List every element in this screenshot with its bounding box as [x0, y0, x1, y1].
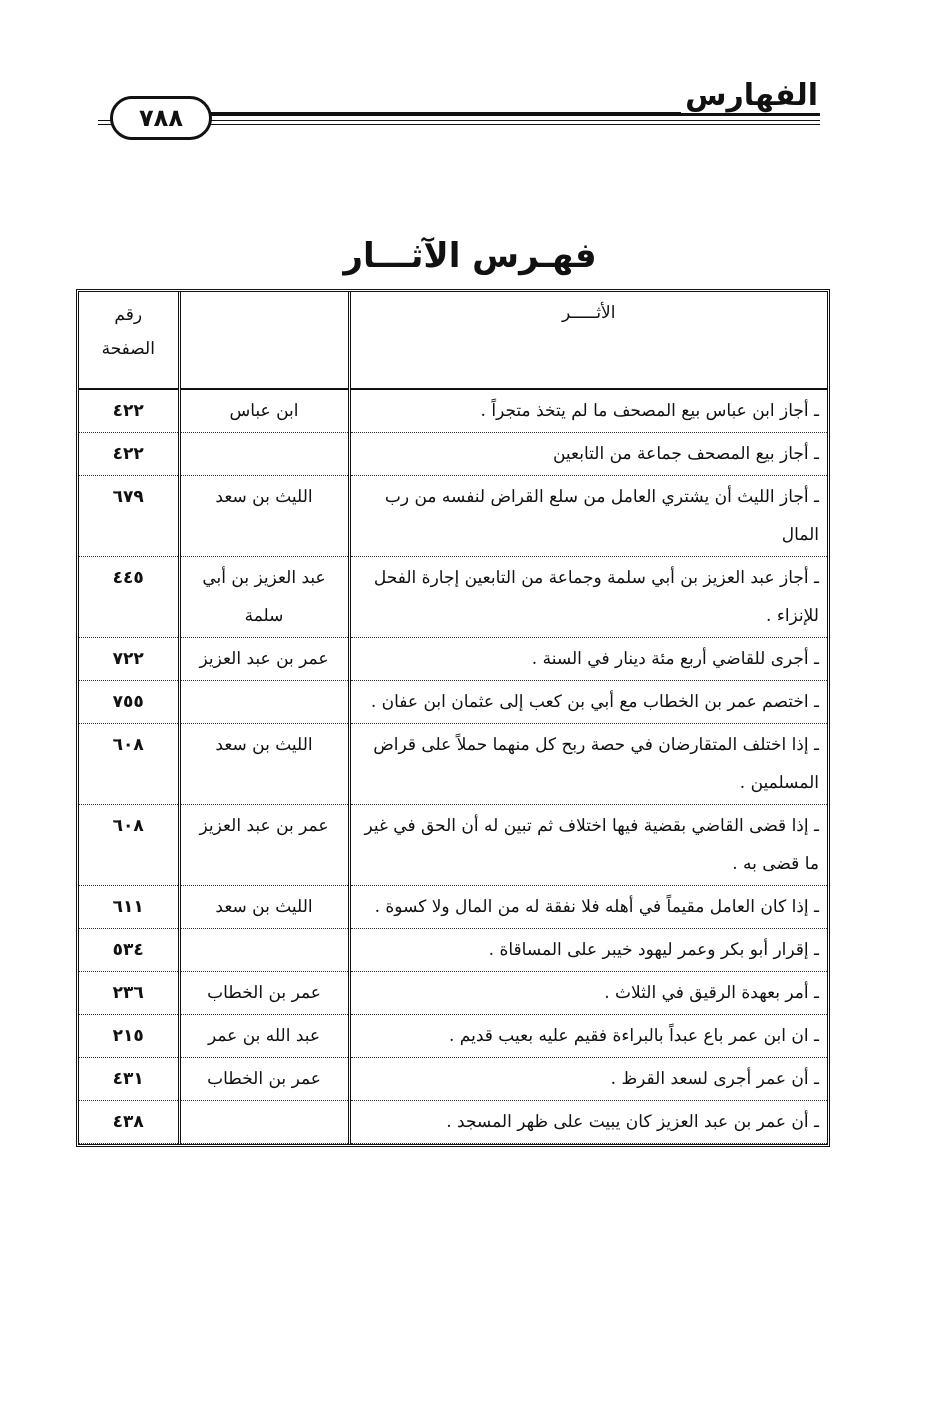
athar-text: ـ إذا قضى القاضي بقضية فيها اختلاف ثم تبين له أن الحق في غير ما قضى به . [349, 805, 827, 886]
column-header-page: رقم الصفحة [79, 292, 179, 389]
athar-source: عمر بن الخطاب [179, 972, 349, 1015]
page-ref: ٦٠٨ [79, 724, 179, 805]
athar-source [179, 1101, 349, 1144]
page-ref: ٧٥٥ [79, 681, 179, 724]
athar-text: ـ أجاز ابن عباس بيع المصحف ما لم يتخذ متجراً . [349, 389, 827, 433]
athar-text: ـ أجرى للقاضي أربع مئة دينار في السنة . [349, 638, 827, 681]
athar-text: ـ أن عمر بن عبد العزيز كان يبيت على ظهر المسجد . [349, 1101, 827, 1144]
index-table [76, 289, 830, 1147]
section-name: الفهارس [681, 78, 822, 113]
table-row [79, 1015, 827, 1058]
athar-text: ـ إذا اختلف المتقارضان في حصة ربح كل منهما حملاً على قراض المسلمين . [349, 724, 827, 805]
table-row [79, 805, 827, 886]
table-row [79, 972, 827, 1015]
table-row [79, 681, 827, 724]
page-ref: ٢٣٦ [79, 972, 179, 1015]
athar-source: عمر بن الخطاب [179, 1058, 349, 1101]
table-row [79, 929, 827, 972]
page-ref: ٤٣١ [79, 1058, 179, 1101]
table-row [79, 557, 827, 638]
athar-text: ـ إقرار أبو بكر وعمر ليهود خيبر على المساقاة . [349, 929, 827, 972]
athar-source: عمر بن عبد العزيز [179, 805, 349, 886]
column-header-text: الأثـــــر [349, 292, 827, 389]
page-ref: ٤٣٨ [79, 1101, 179, 1144]
page-ref: ٦١١ [79, 886, 179, 929]
athar-source: عبد الله بن عمر [179, 1015, 349, 1058]
column-header-source [179, 292, 349, 389]
page-ref: ٤٤٥ [79, 557, 179, 638]
page-ref: ٤٢٢ [79, 389, 179, 433]
athar-text: ـ إذا كان العامل مقيماً في أهله فلا نفقة له من المال ولا كسوة . [349, 886, 827, 929]
page-ref: ٢١٥ [79, 1015, 179, 1058]
athar-source [179, 433, 349, 476]
page-number: ٧٨٨ [110, 96, 212, 140]
athar-source: عمر بن عبد العزيز [179, 638, 349, 681]
index-title: فهـرس الآثـــار [343, 236, 597, 276]
page-ref: ٧٢٢ [79, 638, 179, 681]
athar-text: ـ اختصم عمر بن الخطاب مع أبي بن كعب إلى عثمان ابن عفان . [349, 681, 827, 724]
table-row [79, 389, 827, 433]
athar-source: ابن عباس [179, 389, 349, 433]
table-row [79, 433, 827, 476]
page-ref: ٦٠٨ [79, 805, 179, 886]
athar-source [179, 681, 349, 724]
table-row [79, 476, 827, 557]
page-ref: ٥٣٤ [79, 929, 179, 972]
athar-source: الليث بن سعد [179, 724, 349, 805]
table-row [79, 638, 827, 681]
athar-text: ـ أجاز الليث أن يشتري العامل من سلع القراض لنفسه من رب المال [349, 476, 827, 557]
athar-text: ـ أجاز بيع المصحف جماعة من التابعين [349, 433, 827, 476]
athar-source [179, 929, 349, 972]
athar-source: الليث بن سعد [179, 476, 349, 557]
athar-text: ـ أمر بعهدة الرقيق في الثلاث . [349, 972, 827, 1015]
page-header [0, 0, 940, 160]
table-row [79, 886, 827, 929]
table-row [79, 1101, 827, 1144]
table-row [79, 1058, 827, 1101]
athar-source: الليث بن سعد [179, 886, 349, 929]
athar-text: ـ ان ابن عمر باع عبداً بالبراءة فقيم عليه بعيب قديم . [349, 1015, 827, 1058]
athar-text: ـ أن عمر أجرى لسعد القرظ . [349, 1058, 827, 1101]
athar-text: ـ أجاز عبد العزيز بن أبي سلمة وجماعة من التابعين إجارة الفحل للإنزاء . [349, 557, 827, 638]
page-ref: ٦٧٩ [79, 476, 179, 557]
athar-source: عبد العزيز بن أبي سلمة [179, 557, 349, 638]
page-ref: ٤٢٢ [79, 433, 179, 476]
table-row [79, 724, 827, 805]
table-header-row [79, 292, 827, 389]
